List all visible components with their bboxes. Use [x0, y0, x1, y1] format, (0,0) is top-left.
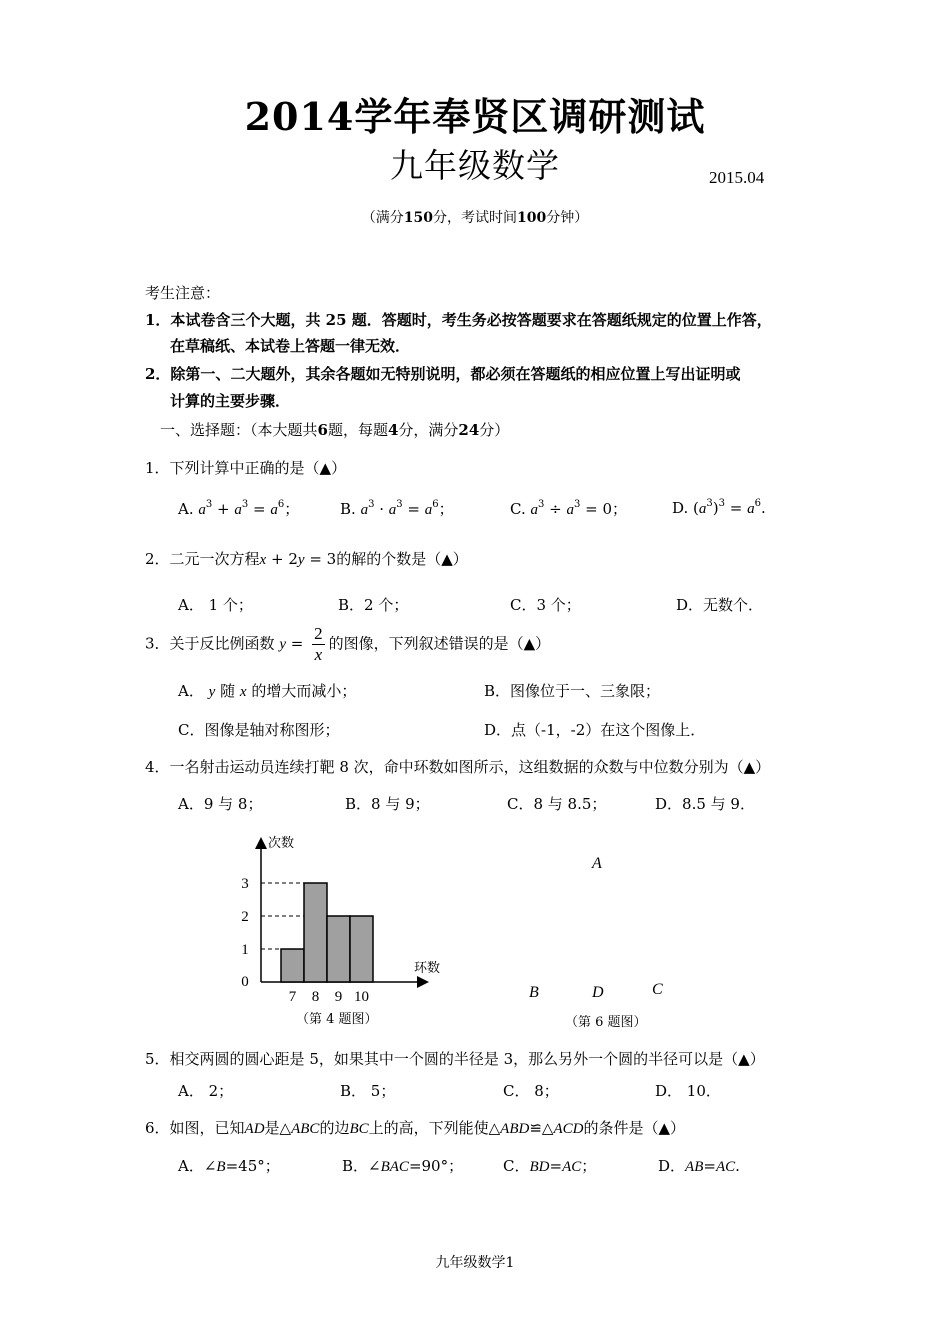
- figure-6-label-d: D: [592, 984, 604, 1001]
- question-1-option-d: D. $(a^3)^3 = a^6$.: [672, 498, 766, 517]
- question-6-option-d: D．AB=AC.: [658, 1157, 740, 1175]
- notice-item-1-cont: 在草稿纸、本试卷上答题一律无效．: [170, 337, 411, 355]
- y-tick-label: 2: [241, 909, 249, 925]
- question-2-option-c: C．3 个；: [510, 596, 581, 614]
- notice-item-2-cont: 计算的主要步骤．: [170, 392, 291, 410]
- question-6-stem: 6．如图，已知AD是△ABC的边BC上的高，下列能使△ABD≌△ACD的条件是（▲）: [145, 1119, 685, 1137]
- y-axis-label: 次数: [268, 835, 295, 850]
- question-4-stem: 4．一名射击运动员连续打靶 8 次，命中环数如图所示，这组数据的众数与中位数分别为（▲）: [145, 758, 771, 776]
- page-footer: 九年级数学1: [435, 1255, 515, 1271]
- question-1-option-b: B. $a^3 \cdot a^3 = a^6$；: [340, 499, 454, 518]
- question-3-option-b: B．图像位于一、三象限；: [484, 682, 661, 700]
- bar-9: [327, 916, 350, 982]
- question-2-option-a: A． 1 个；: [178, 596, 253, 614]
- section-heading: 一、选择题：（本大题共6题，每题4分，满分24分）: [160, 421, 510, 439]
- question-4-option-b: B．8 与 9；: [345, 795, 430, 813]
- title-year: 2014: [244, 94, 355, 139]
- question-1-stem: 1．下列计算中正确的是（▲）: [145, 459, 347, 477]
- question-5-option-c: C． 8；: [503, 1082, 559, 1100]
- question-5-option-b: B． 5；: [340, 1082, 396, 1100]
- question-5-option-d: D． 10．: [655, 1082, 721, 1100]
- notice-heading: 考生注意：: [145, 284, 221, 302]
- question-3-option-d: D．点（-1，-2）在这个图像上．: [484, 721, 706, 739]
- notice-item-2: 2．除第一、二大题外，其余各题如无特别说明，都必须在答题纸的相应位置上写出证明或: [145, 365, 741, 383]
- question-6-option-c: C．BD=AC；: [503, 1157, 597, 1175]
- notice-item-1: 1．本试卷含三个大题，共 25 题．答题时，考生务必按答题要求在答题纸规定的位置上作答，: [145, 311, 772, 329]
- bar-8: [304, 883, 327, 982]
- exam-title: [0, 86, 950, 141]
- x-tick-label: 7: [288, 989, 297, 1005]
- figure-6-label-c: C: [652, 981, 663, 998]
- question-2-stem: 2．二元一次方程x + 2y = 3的解的个数是（▲）: [145, 550, 468, 568]
- x-tick-label: 10: [354, 989, 369, 1005]
- exam-subtitle: 九年级数学: [390, 146, 560, 185]
- figure-4-caption: （第 4 题图）: [296, 1012, 378, 1027]
- question-4-option-a: A．9 与 8；: [178, 795, 263, 813]
- question-4-chart: [230, 830, 450, 1030]
- question-2-option-d: D．无数个．: [676, 596, 764, 614]
- x-tick-label: 9: [334, 989, 343, 1005]
- exam-meta: （满分150分，考试时间100分钟）: [361, 210, 589, 226]
- bar-7: [281, 949, 304, 982]
- question-4-option-c: C．8 与 8.5；: [507, 795, 607, 813]
- question-5-stem: 5．相交两圆的圆心距是 5，如果其中一个圆的半径是 3，那么另外一个圆的半径可以是（▲）: [145, 1050, 765, 1068]
- bar-10: [350, 916, 373, 982]
- question-6-option-a: A．∠B=45°；: [178, 1157, 280, 1175]
- question-1-option-c: C. $a^3 \div a^3 = 0$；: [510, 499, 628, 518]
- question-3-stem: 3．关于反比例函数 y = $\frac{2}{x}$ 的图像，下列叙述错误的是（▲）: [145, 624, 551, 664]
- y-tick-label: 1: [241, 942, 249, 958]
- question-6-option-b: B．∠BAC=90°；: [342, 1157, 464, 1175]
- figure-6-label-b: B: [529, 984, 539, 1001]
- title-text: 学年奉贤区调研测试: [354, 94, 706, 139]
- x-tick-label: 8: [311, 989, 320, 1005]
- x-axis-label: 环数: [414, 960, 441, 975]
- question-3-option-c: C．图像是轴对称图形；: [178, 721, 340, 739]
- question-5-option-a: A． 2；: [178, 1082, 234, 1100]
- question-2-option-b: B．2 个；: [338, 596, 409, 614]
- figure-6-label-a: A: [592, 855, 602, 872]
- question-1-option-a: A. $a^3 + a^3 = a^6$；: [178, 499, 300, 518]
- y-tick-label: 0: [241, 974, 249, 990]
- fraction-2-over-x: $\frac{2}{x}$: [314, 624, 323, 664]
- figure-6-caption: （第 6 题图）: [565, 1015, 647, 1030]
- y-tick-label: 3: [241, 876, 249, 892]
- question-3-option-a: A． y 随 x 的增大而减小；: [178, 682, 357, 700]
- exam-date: 2015.04: [709, 168, 765, 187]
- question-4-option-d: D．8.5 与 9．: [655, 795, 755, 813]
